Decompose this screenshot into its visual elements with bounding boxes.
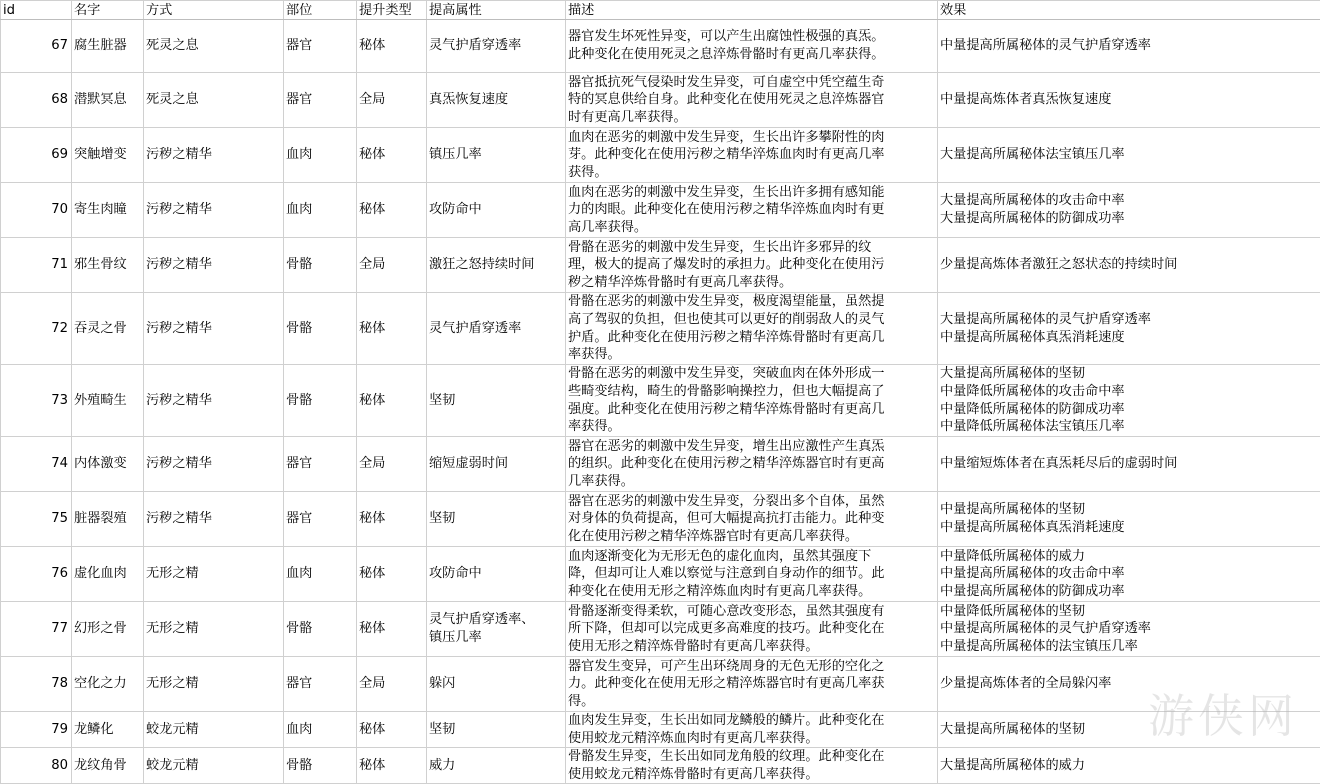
cell-effect[interactable]: 大量提高所属秘体的灵气护盾穿透率 中量提高所属秘体真炁消耗速度 — [938, 293, 1320, 365]
cell-id[interactable]: 73 — [1, 365, 72, 437]
cell-desc[interactable]: 器官在恶劣的刺激中发生异变，增生出应激性产生真炁 的组织。此种变化在使用污秽之精华淬炼器官时有更高 几率获得。 — [566, 437, 938, 492]
cell-attr[interactable]: 灵气护盾穿透率 — [427, 20, 566, 73]
table-row — [1, 73, 1320, 128]
cell-id[interactable]: 71 — [1, 238, 72, 293]
cell-id[interactable]: 75 — [1, 492, 72, 547]
cell-id[interactable]: 70 — [1, 183, 72, 238]
cell-part[interactable]: 血肉 — [284, 547, 357, 602]
cell-id[interactable]: 78 — [1, 657, 72, 712]
cell-way[interactable]: 污秽之精华 — [144, 492, 284, 547]
cell-attr[interactable]: 攻防命中 — [427, 183, 566, 238]
header-id[interactable]: id — [1, 1, 72, 20]
cell-way[interactable]: 无形之精 — [144, 657, 284, 712]
cell-desc[interactable]: 骨骼在恶劣的刺激中发生异变，突破血肉在体外形成一 些畸变结构，畸生的骨骼影响操控力，但也大幅提高了 强度。此种变化在使用污秽之精华淬炼骨骼时有更高几 率获得。 — [566, 365, 938, 437]
header-part[interactable]: 部位 — [284, 1, 357, 20]
table-row — [1, 365, 1320, 437]
cell-desc[interactable]: 血肉逐渐变化为无形无色的虚化血肉，虽然其强度下 降，但却可让人难以察觉与注意到自身动作的细节。此 种变化在使用无形之精淬炼血肉时有更高几率获得。 — [566, 547, 938, 602]
cell-name[interactable]: 寄生肉瞳 — [72, 183, 144, 238]
cell-way[interactable]: 污秽之精华 — [144, 437, 284, 492]
cell-id[interactable]: 77 — [1, 602, 72, 657]
table-row — [1, 20, 1320, 73]
cell-part[interactable]: 器官 — [284, 657, 357, 712]
cell-part[interactable]: 器官 — [284, 20, 357, 73]
cell-effect[interactable]: 大量提高所属秘体的攻击命中率 大量提高所属秘体的防御成功率 — [938, 183, 1320, 238]
table-row — [1, 183, 1320, 238]
cell-part[interactable]: 器官 — [284, 437, 357, 492]
cell-effect[interactable]: 大量提高所属秘体的威力 — [938, 748, 1320, 784]
cell-part[interactable]: 骨骼 — [284, 748, 357, 784]
cell-attr[interactable]: 威力 — [427, 748, 566, 784]
cell-id[interactable]: 69 — [1, 128, 72, 183]
table-row — [1, 238, 1320, 293]
cell-desc[interactable]: 器官抵抗死气侵染时发生异变，可自虚空中凭空蕴生奇 特的冥息供给自身。此种变化在使用死灵之息淬炼器官 时有更高几率获得。 — [566, 73, 938, 128]
cell-effect[interactable]: 中量降低所属秘体的坚韧 中量提高所属秘体的灵气护盾穿透率 中量提高所属秘体的法宝镇压几率 — [938, 602, 1320, 657]
cell-desc[interactable]: 骨骼逐渐变得柔软，可随心意改变形态，虽然其强度有 所下降，但却可以完成更多高难度的技巧。此种变化在 使用无形之精淬炼骨骼时有更高几率获得。 — [566, 602, 938, 657]
cell-desc[interactable]: 器官发生坏死性异变，可以产生出腐蚀性极强的真炁。 此种变化在使用死灵之息淬炼骨骼时有更高几率获得。 — [566, 20, 938, 73]
cell-attr[interactable]: 攻防命中 — [427, 547, 566, 602]
cell-id[interactable]: 74 — [1, 437, 72, 492]
cell-effect[interactable]: 中量缩短炼体者在真炁耗尽后的虚弱时间 — [938, 437, 1320, 492]
cell-effect[interactable]: 大量提高所属秘体的坚韧 中量降低所属秘体的攻击命中率 中量降低所属秘体的防御成功率 中量降低所属秘体法宝镇压几率 — [938, 365, 1320, 437]
table-row — [1, 492, 1320, 547]
cell-desc[interactable]: 骨骼在恶劣的刺激中发生异变，极度渴望能量，虽然提 高了驾驭的负担，但也使其可以更好的削弱敌人的灵气 护盾。此种变化在使用污秽之精华淬炼骨骼时有更高几 率获得。 — [566, 293, 938, 365]
cell-attr[interactable]: 躲闪 — [427, 657, 566, 712]
table-row — [1, 712, 1320, 748]
cell-name[interactable]: 外殖畸生 — [72, 365, 144, 437]
cell-type[interactable]: 秘体 — [357, 20, 427, 73]
header-desc[interactable]: 描述 — [566, 1, 938, 20]
cell-part[interactable]: 血肉 — [284, 712, 357, 748]
cell-effect[interactable]: 少量提高炼体者激狂之怒状态的持续时间 — [938, 238, 1320, 293]
cell-attr[interactable]: 缩短虚弱时间 — [427, 437, 566, 492]
cell-name[interactable]: 空化之力 — [72, 657, 144, 712]
cell-type[interactable]: 秘体 — [357, 183, 427, 238]
cell-part[interactable]: 骨骼 — [284, 293, 357, 365]
cell-attr[interactable]: 镇压几率 — [427, 128, 566, 183]
cell-desc[interactable]: 血肉在恶劣的刺激中发生异变，生长出许多攀附性的肉 芽。此种变化在使用污秽之精华淬炼血肉时有更高几率 获得。 — [566, 128, 938, 183]
cell-name[interactable]: 幻形之骨 — [72, 602, 144, 657]
cell-way[interactable]: 死灵之息 — [144, 20, 284, 73]
cell-way[interactable]: 死灵之息 — [144, 73, 284, 128]
cell-desc[interactable]: 血肉发生异变，生长出如同龙鳞般的鳞片。此种变化在 使用蛟龙元精淬炼血肉时有更高几率获得。 — [566, 712, 938, 748]
cell-attr[interactable]: 坚韧 — [427, 492, 566, 547]
cell-attr[interactable]: 灵气护盾穿透率 — [427, 293, 566, 365]
header-row — [1, 1, 1320, 20]
cell-type[interactable]: 秘体 — [357, 128, 427, 183]
cell-type[interactable]: 秘体 — [357, 748, 427, 784]
cell-name[interactable]: 内体激变 — [72, 437, 144, 492]
cell-part[interactable]: 骨骼 — [284, 365, 357, 437]
cell-name[interactable]: 邪生骨纹 — [72, 238, 144, 293]
cell-name[interactable]: 突触增变 — [72, 128, 144, 183]
cell-type[interactable]: 秘体 — [357, 492, 427, 547]
cell-attr[interactable]: 真炁恢复速度 — [427, 73, 566, 128]
cell-effect[interactable]: 大量提高所属秘体的坚韧 — [938, 712, 1320, 748]
header-type[interactable]: 提升类型 — [357, 1, 427, 20]
cell-way[interactable]: 蛟龙元精 — [144, 712, 284, 748]
cell-way[interactable]: 污秽之精华 — [144, 365, 284, 437]
cell-id[interactable]: 68 — [1, 73, 72, 128]
cell-attr[interactable]: 灵气护盾穿透率、 镇压几率 — [427, 602, 566, 657]
cell-desc[interactable]: 血肉在恶劣的刺激中发生异变，生长出许多拥有感知能 力的肉眼。此种变化在使用污秽之精华淬炼血肉时有更 高几率获得。 — [566, 183, 938, 238]
cell-type[interactable]: 秘体 — [357, 602, 427, 657]
table-row — [1, 657, 1320, 712]
cell-way[interactable]: 无形之精 — [144, 602, 284, 657]
table-row — [1, 128, 1320, 183]
cell-effect[interactable]: 中量提高所属秘体的灵气护盾穿透率 — [938, 20, 1320, 73]
cell-effect[interactable]: 中量提高炼体者真炁恢复速度 — [938, 73, 1320, 128]
cell-effect[interactable]: 大量提高所属秘体法宝镇压几率 — [938, 128, 1320, 183]
cell-name[interactable]: 虚化血肉 — [72, 547, 144, 602]
cell-type[interactable]: 全局 — [357, 437, 427, 492]
cell-type[interactable]: 秘体 — [357, 293, 427, 365]
header-way[interactable]: 方式 — [144, 1, 284, 20]
cell-way[interactable]: 污秽之精华 — [144, 183, 284, 238]
cell-id[interactable]: 72 — [1, 293, 72, 365]
cell-name[interactable]: 吞灵之骨 — [72, 293, 144, 365]
cell-type[interactable]: 秘体 — [357, 547, 427, 602]
table-row — [1, 437, 1320, 492]
cell-type[interactable]: 全局 — [357, 657, 427, 712]
cell-id[interactable]: 80 — [1, 748, 72, 784]
cell-part[interactable]: 血肉 — [284, 183, 357, 238]
table-row — [1, 547, 1320, 602]
cell-name[interactable]: 脏器裂殖 — [72, 492, 144, 547]
cell-part[interactable]: 骨骼 — [284, 238, 357, 293]
header-name[interactable]: 名字 — [72, 1, 144, 20]
cell-id[interactable]: 76 — [1, 547, 72, 602]
cell-name[interactable]: 潜默冥息 — [72, 73, 144, 128]
table-row — [1, 748, 1320, 784]
cell-name[interactable]: 龙纹角骨 — [72, 748, 144, 784]
table-body — [1, 20, 1320, 784]
cell-effect[interactable]: 少量提高炼体者的全局躲闪率 — [938, 657, 1320, 712]
cell-part[interactable]: 器官 — [284, 492, 357, 547]
watermark-logo: 游侠网 — [1148, 680, 1298, 746]
cell-attr[interactable]: 坚韧 — [427, 365, 566, 437]
cell-type[interactable]: 全局 — [357, 73, 427, 128]
cell-desc[interactable]: 器官在恶劣的刺激中发生异变，分裂出多个自体，虽然 对身体的负荷提高，但可大幅提高抗打击能力。此种变 化在使用污秽之精华淬炼器官时有更高几率获得。 — [566, 492, 938, 547]
cell-type[interactable]: 秘体 — [357, 712, 427, 748]
table-row — [1, 293, 1320, 365]
cell-part[interactable]: 骨骼 — [284, 602, 357, 657]
cell-type[interactable]: 全局 — [357, 238, 427, 293]
cell-desc[interactable]: 骨骼在恶劣的刺激中发生异变，生长出许多邪异的纹 理，极大的提高了爆发时的承担力。此种变化在使用污 秽之精华淬炼骨骼时有更高几率获得。 — [566, 238, 938, 293]
cell-attr[interactable]: 坚韧 — [427, 712, 566, 748]
cell-part[interactable]: 血肉 — [284, 128, 357, 183]
header-attr[interactable]: 提高属性 — [427, 1, 566, 20]
cell-id[interactable]: 67 — [1, 20, 72, 73]
cell-effect[interactable]: 中量提高所属秘体的坚韧 中量提高所属秘体真炁消耗速度 — [938, 492, 1320, 547]
cell-id[interactable]: 79 — [1, 712, 72, 748]
cell-way[interactable]: 无形之精 — [144, 547, 284, 602]
cell-way[interactable]: 污秽之精华 — [144, 128, 284, 183]
cell-attr[interactable]: 激狂之怒持续时间 — [427, 238, 566, 293]
cell-desc[interactable]: 骨骼发生异变，生长出如同龙角般的纹理。此种变化在 使用蛟龙元精淬炼骨骼时有更高几率获得。 — [566, 748, 938, 784]
cell-name[interactable]: 腐生脏器 — [72, 20, 144, 73]
cell-part[interactable]: 器官 — [284, 73, 357, 128]
cell-desc[interactable]: 器官发生变异，可产生出环绕周身的无色无形的空化之 力。此种变化在使用无形之精淬炼器官时有更高几率获 得。 — [566, 657, 938, 712]
cell-name[interactable]: 龙鳞化 — [72, 712, 144, 748]
header-effect[interactable]: 效果 — [938, 1, 1320, 20]
cell-way[interactable]: 蛟龙元精 — [144, 748, 284, 784]
cell-way[interactable]: 污秽之精华 — [144, 238, 284, 293]
table-row — [1, 602, 1320, 657]
cell-type[interactable]: 秘体 — [357, 365, 427, 437]
cell-way[interactable]: 污秽之精华 — [144, 293, 284, 365]
cell-effect[interactable]: 中量降低所属秘体的威力 中量提高所属秘体的攻击命中率 中量提高所属秘体的防御成功率 — [938, 547, 1320, 602]
